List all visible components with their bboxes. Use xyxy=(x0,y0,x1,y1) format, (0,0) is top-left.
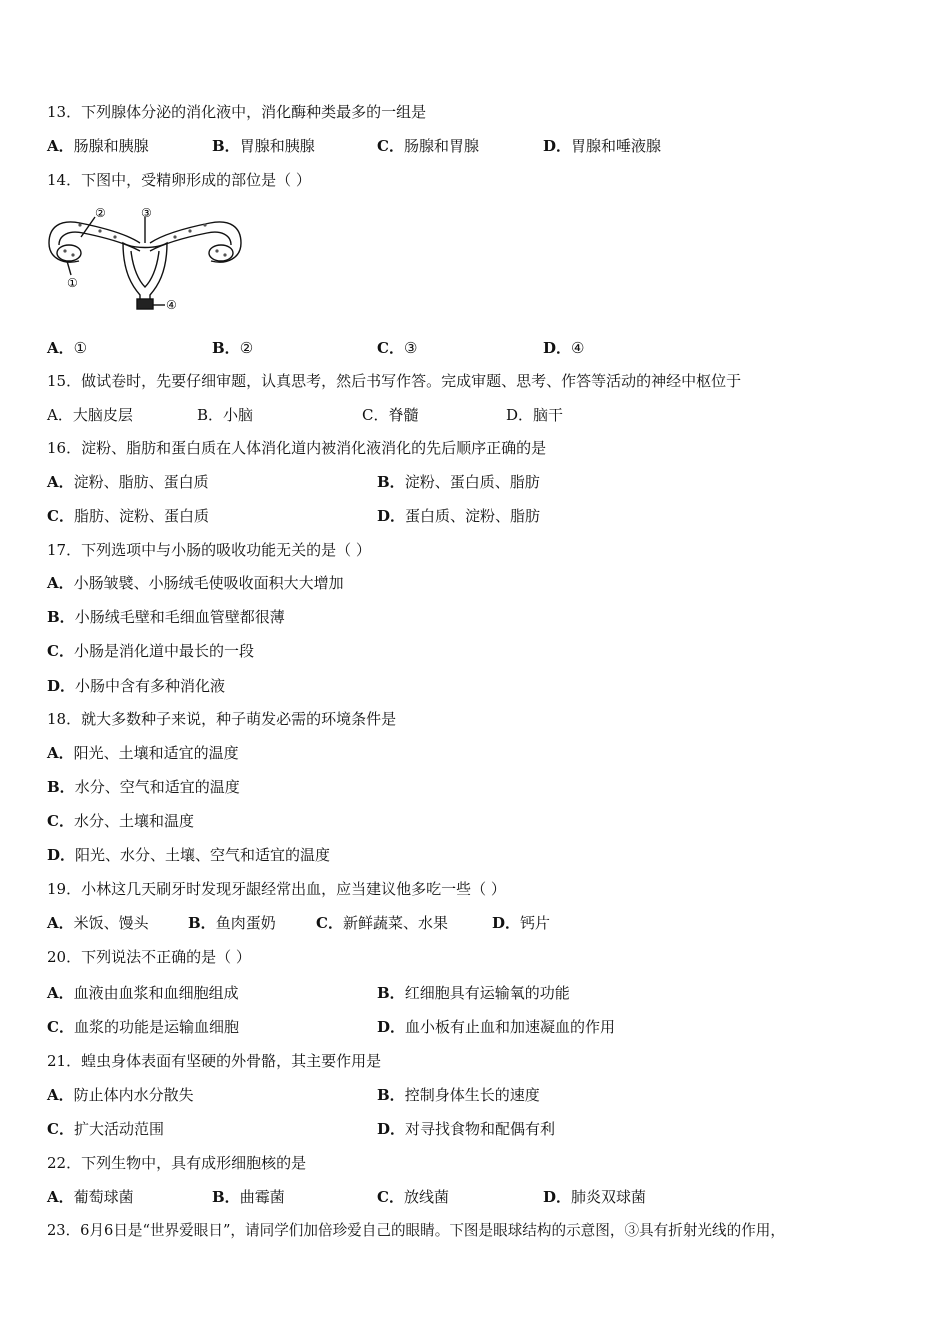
figure-label-1: ① xyxy=(67,276,78,290)
option-a: A．① xyxy=(47,339,88,357)
figure-label-3: ③ xyxy=(141,206,152,220)
option-d: D．胃腺和唾液腺 xyxy=(543,137,662,155)
question-18-stem: 18．就大多数种子来说，种子萌发必需的环境条件是 xyxy=(47,710,397,728)
option-d: D．小肠中含有多种消化液 xyxy=(47,677,226,695)
option-d: D．阳光、水分、土壤、空气和适宜的温度 xyxy=(47,846,331,864)
option-a: A．淀粉、脂肪、蛋白质 xyxy=(47,473,209,491)
option-c: C．放线菌 xyxy=(377,1188,449,1206)
option-c: C．新鲜蔬菜、水果 xyxy=(316,914,448,932)
option-a: A．大脑皮层 xyxy=(47,406,133,424)
option-b: B．鱼肉蛋奶 xyxy=(188,914,276,932)
option-c: C．水分、土壤和温度 xyxy=(47,812,194,830)
option-c: C．扩大活动范围 xyxy=(47,1120,164,1138)
question-13-stem: 13．下列腺体分泌的消化液中，消化酶种类最多的一组是 xyxy=(47,103,427,121)
figure-label-2: ② xyxy=(95,206,106,220)
option-c: C．脂肪、淀粉、蛋白质 xyxy=(47,507,209,525)
figure-label-4: ④ xyxy=(166,298,177,312)
question-17-stem: 17．下列选项中与小肠的吸收功能无关的是（ ） xyxy=(47,541,371,559)
option-b: B．胃腺和胰腺 xyxy=(212,137,315,155)
option-b: B．小脑 xyxy=(197,406,254,424)
option-a: A．葡萄球菌 xyxy=(47,1188,134,1206)
question-21-stem: 21．蝗虫身体表面有坚硬的外骨骼，其主要作用是 xyxy=(47,1052,382,1070)
option-c: C．③ xyxy=(377,339,418,357)
option-d: D．对寻找食物和配偶有利 xyxy=(377,1120,556,1138)
option-a: A．肠腺和胰腺 xyxy=(47,137,149,155)
option-b: B．曲霉菌 xyxy=(212,1188,285,1206)
option-c: C．脊髓 xyxy=(362,406,419,424)
option-d: D．蛋白质、淀粉、脂肪 xyxy=(377,507,541,525)
option-b: B．水分、空气和适宜的温度 xyxy=(47,778,240,796)
option-c: C．小肠是消化道中最长的一段 xyxy=(47,642,254,660)
option-b: B．小肠绒毛壁和毛细血管壁都很薄 xyxy=(47,608,285,626)
option-a: A．血液由血浆和血细胞组成 xyxy=(47,984,239,1002)
option-d: D．④ xyxy=(543,339,585,357)
question-16-stem: 16．淀粉、脂肪和蛋白质在人体消化道内被消化液消化的先后顺序正确的是 xyxy=(47,439,547,457)
question-15-stem: 15．做试卷时，先要仔细审题，认真思考，然后书写作答。完成审题、思考、作答等活动的神经中枢位于 xyxy=(47,372,742,390)
option-a: A．阳光、土壤和适宜的温度 xyxy=(47,744,239,762)
option-a: A．小肠皱襞、小肠绒毛使吸收面积大大增加 xyxy=(47,574,344,592)
option-d: D．钙片 xyxy=(492,914,551,932)
option-b: B．淀粉、蛋白质、脂肪 xyxy=(377,473,540,491)
option-b: B．红细胞具有运输氧的功能 xyxy=(377,984,570,1002)
option-d: D．血小板有止血和加速凝血的作用 xyxy=(377,1018,616,1036)
question-23-stem: 23．6月6日是“世界爱眼日”，请同学们加倍珍爱自己的眼睛。下图是眼球结构的示意图，③具有折射光线的作用， xyxy=(47,1222,785,1239)
question-19-stem: 19．小林这几天刷牙时发现牙龈经常出血，应当建议他多吃一些（ ） xyxy=(47,880,506,898)
option-a: A．米饭、馒头 xyxy=(47,914,149,932)
option-d: D．肺炎双球菌 xyxy=(543,1188,647,1206)
option-a: A．防止体内水分散失 xyxy=(47,1086,194,1104)
option-b: B．控制身体生长的速度 xyxy=(377,1086,540,1104)
question-20-stem: 20．下列说法不正确的是（ ） xyxy=(47,948,251,966)
option-b: B．② xyxy=(212,339,254,357)
female-reproductive-system-figure xyxy=(45,203,245,315)
question-14-stem: 14．下图中，受精卵形成的部位是（ ） xyxy=(47,171,311,189)
option-c: C．肠腺和胃腺 xyxy=(377,137,479,155)
question-22-stem: 22．下列生物中，具有成形细胞核的是 xyxy=(47,1154,307,1172)
option-d: D．脑干 xyxy=(506,406,564,424)
option-c: C．血浆的功能是运输血细胞 xyxy=(47,1018,239,1036)
